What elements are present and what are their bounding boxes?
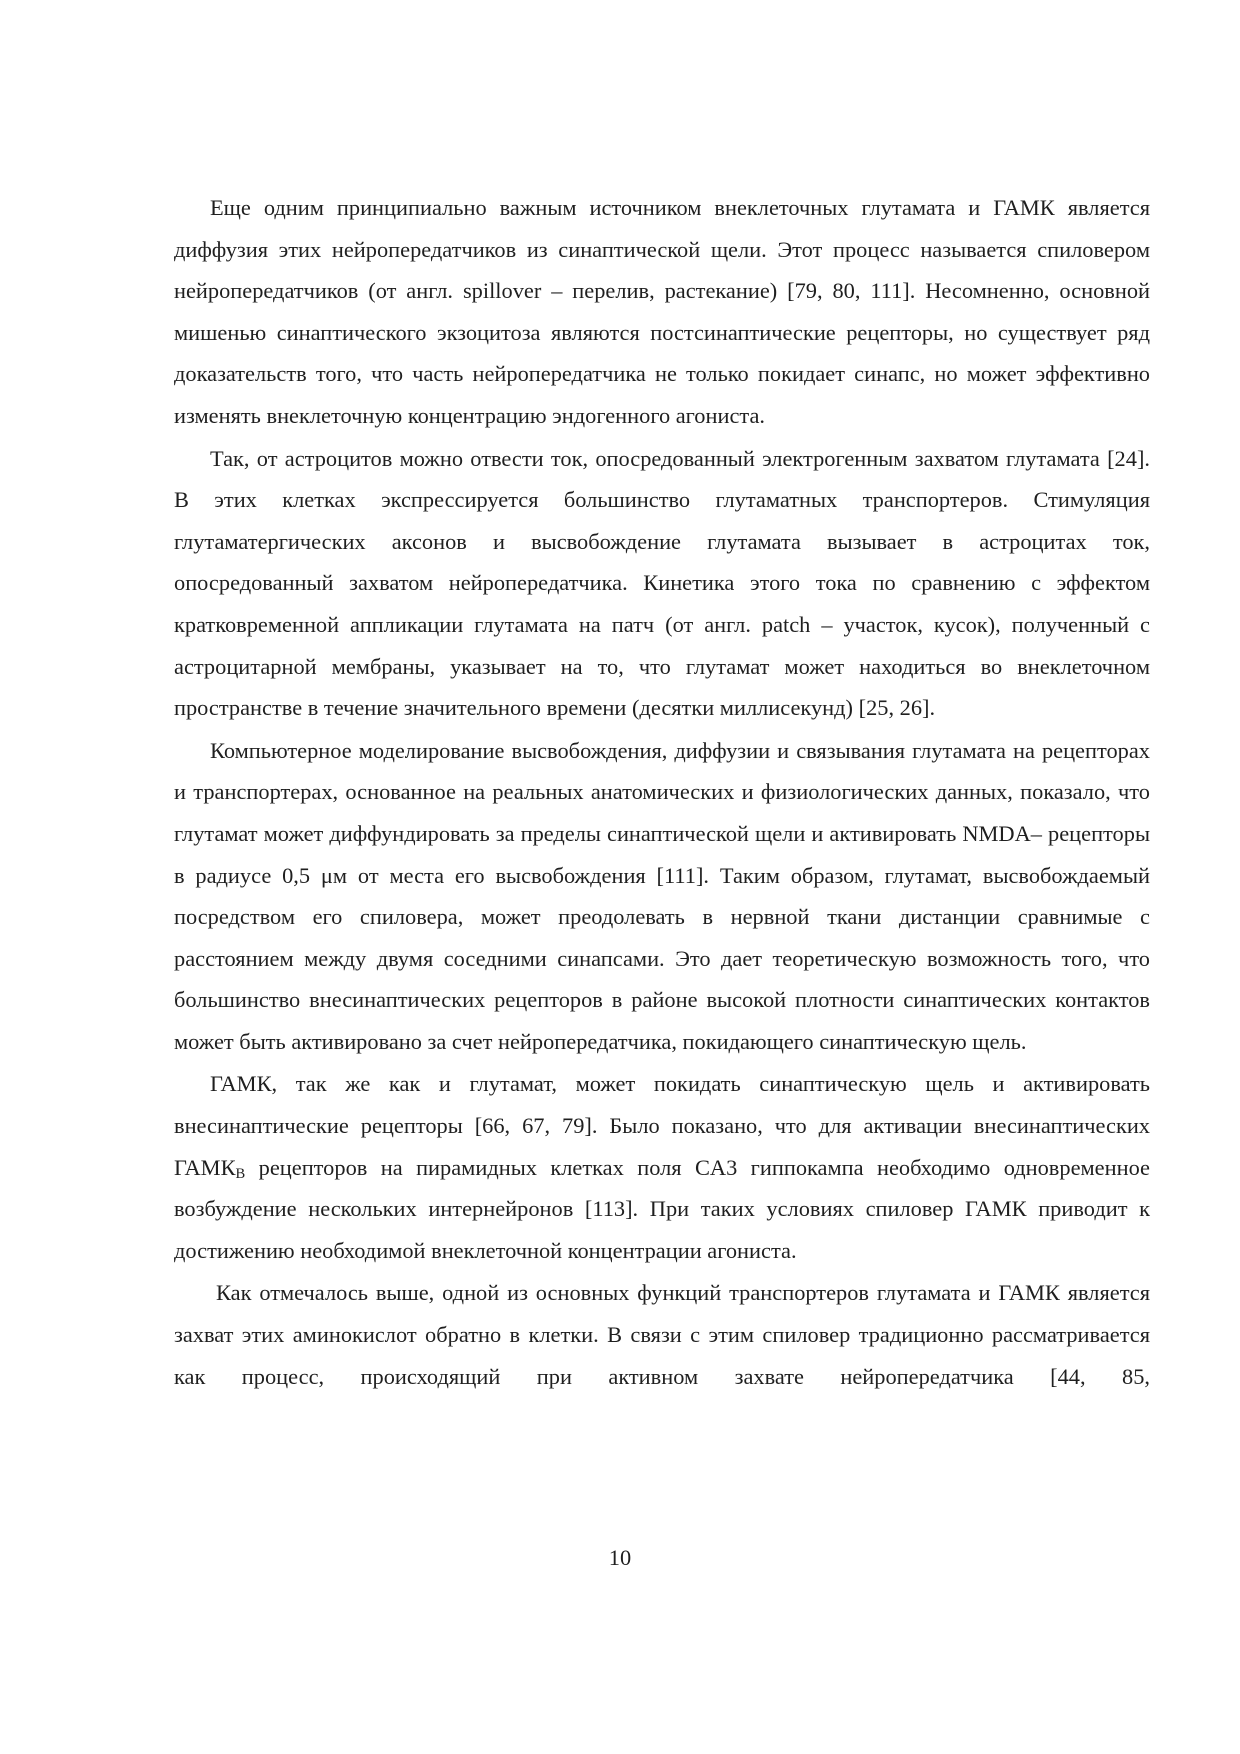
body-text <box>174 187 1150 1397</box>
page-number: 10 <box>608 1545 632 1570</box>
paragraph-transporters: Как отмечалось выше, одной из основных функций транспортеров глутамата и ГАМК является захват этих аминокислот обратно в клетки. В связи с этим спиловер традиционно рассматривается как процесс, происходящий при активном захвате нейропередатчика [44, 85, <box>174 1280 1150 1389</box>
gaba-b-subscript: B <box>235 1165 246 1182</box>
paragraph-modeling: Компьютерное моделирование высвобождения, диффузии и связывания глутамата на рецепторах и транспортерах, основанное на реальных анатомических и физиологических данных, показало, что глутамат может диффундировать за пределы синаптической щели и активировать NMDA– рецепторы в радиусе 0,5 μм от места его высвобождения [111]. Таким образом, глутамат, высвобождаемый посредством его спиловера, может преодолевать в нервной ткани дистанции сравнимые с расстоянием между двумя соседними синапсами. Это дает теоретическую возможность того, что большинство внесинаптических рецепторов в районе высокой плотности синаптических контактов может быть активировано за счет нейропередатчика, покидающего синаптическую щель. <box>174 737 1150 1054</box>
paragraph-gaba <box>174 1063 1150 1271</box>
paragraph-astrocytes: Так, от астроцитов можно отвести ток, опосредованный электрогенным захватом глутамата [24]. В этих клетках экспрессируется большинство глутаматных транспортеров. Стимуляция глутаматергических аксонов и высвобождение глутамата вызывает в астроцитах ток, опосредованный захватом нейропередатчика. Кинетика этого тока по сравнению с эффектом кратковременной аппликации глутамата на патч (от англ. patch – участок, кусок), полученный с астроцитарной мембраны, указывает на то, что глутамат может находиться во внеклеточном пространстве в течение значительного времени (десятки миллисекунд) [25, 26]. <box>174 445 1150 721</box>
paragraph-spillover-intro: Еще одним принципиально важным источником внеклеточных глутамата и ГАМК является диффузия этих нейропередатчиков из синаптической щели. Этот процесс называется спиловером нейропередатчиков (от англ. spillover – перелив, растекание) [79, 80, 111]. Несомненно, основной мишенью синаптического экзоцитоза являются постсинаптические рецепторы, но существует ряд доказательств того, что часть нейропередатчика не только покидает синапс, но может эффективно изменять внеклеточную концентрацию эндогенного агониста. <box>174 195 1150 428</box>
gaba-text-end: рецепторов на пирамидных клетках поля CA3 гиппокампа необходимо одновременное возбуждение нескольких интернейронов [113]. При таких условиях спиловер ГАМК приводит к достижению необходимой внеклеточной концентрации агониста. <box>174 1154 1150 1263</box>
gaba-text-start: ГАМК, так же как и глутамат, может покидать синаптическую щель и активировать внесинаптические рецепторы [66, 67, 79]. Было показано, что для активации внесинаптических ГАМК <box>174 1071 1150 1180</box>
